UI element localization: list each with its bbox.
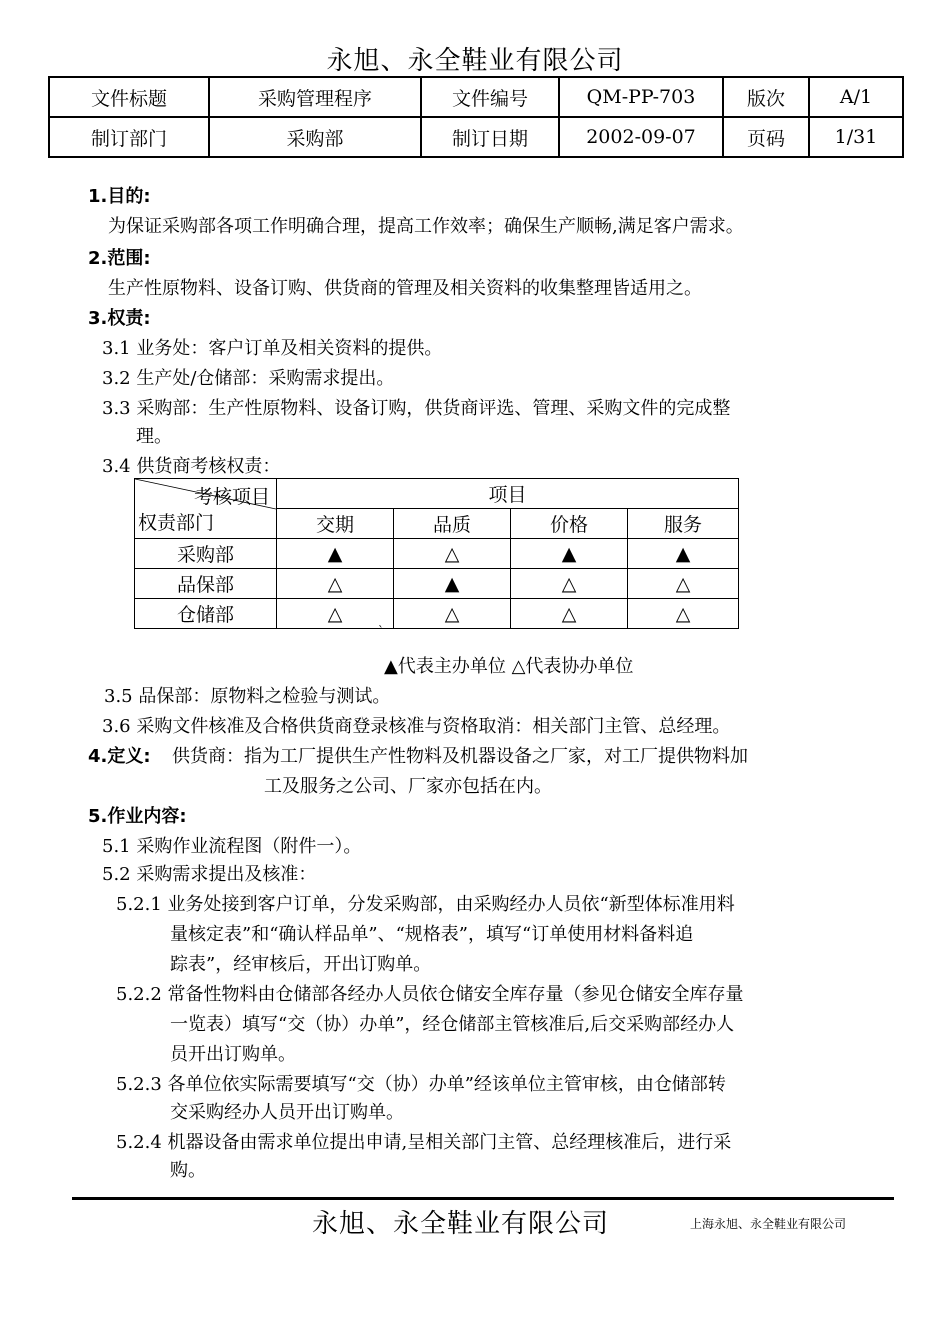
section-3-heading: 3.权责: bbox=[88, 308, 151, 329]
paragraph-line: 5.2.3 各单位依实际需要填写“交（协）办单”经该单位主管审核，由仓储部转 bbox=[116, 1074, 726, 1095]
matrix-mark: ▲ bbox=[277, 539, 394, 569]
section-3-item: 3.5 品保部：原物料之检验与测试。 bbox=[104, 686, 391, 707]
section-5-heading: 5.作业内容: bbox=[88, 806, 187, 827]
section-2-body: 生产性原物料、设备订购、供货商的管理及相关资料的收集整理皆适用之。 bbox=[108, 278, 702, 299]
paragraph-line: 交采购经办人员开出订购单。 bbox=[170, 1102, 404, 1123]
matrix-mark: △ bbox=[511, 599, 628, 629]
responsibility-matrix bbox=[134, 478, 739, 629]
section-3-item: 3.4 供货商考核权责： bbox=[102, 456, 281, 477]
header-row bbox=[49, 117, 903, 157]
matrix-column-header: 交期 bbox=[277, 509, 394, 539]
matrix-dept: 采购部 bbox=[135, 539, 277, 569]
footer-company: 永旭、永全鞋业有限公司 bbox=[312, 1209, 610, 1239]
matrix-mark: ▲ bbox=[394, 569, 511, 599]
matrix-header-row bbox=[135, 479, 739, 509]
paragraph-line: 一览表）填写“交（协）办单”，经仓储部主管核准后,后交采购部经办人 bbox=[170, 1014, 735, 1035]
footer-divider bbox=[72, 1197, 894, 1200]
paragraph-line: 5.2.4 机器设备由需求单位提出申请,呈相关部门主管、总经理核准后，进行采 bbox=[116, 1132, 732, 1153]
matrix-mark: △ bbox=[277, 569, 394, 599]
matrix-mark: △ bbox=[511, 569, 628, 599]
header-cell: 文件标题 bbox=[49, 77, 209, 117]
matrix-dept: 仓储部 bbox=[135, 599, 277, 629]
section-5-item: 5.2 采购需求提出及核准： bbox=[102, 864, 317, 885]
matrix-corner-bottom: 权责部门 bbox=[138, 512, 215, 534]
header-cell: 页码 bbox=[723, 117, 809, 157]
paragraph-line: 5.2.1 业务处接到客户订单，分发采购部，由采购经办人员依“新型体标准用料 bbox=[116, 894, 735, 915]
paragraph-line: 量核定表”和“确认样品单”、“规格表”，填写“订单使用材料备料追 bbox=[170, 924, 694, 945]
section-4-line: 工及服务之公司、厂家亦包括在内。 bbox=[264, 776, 552, 797]
matrix-column-header: 品质 bbox=[394, 509, 511, 539]
matrix-row bbox=[135, 539, 739, 569]
header-cell: 制订部门 bbox=[49, 117, 209, 157]
paragraph-line: 购。 bbox=[170, 1160, 206, 1181]
section-4-line: 供货商：指为工厂提供生产性物料及机器设备之厂家，对工厂提供物料加 bbox=[172, 746, 748, 767]
header-cell: 制订日期 bbox=[421, 117, 559, 157]
header-cell: 版次 bbox=[723, 77, 809, 117]
matrix-mark: △ bbox=[394, 539, 511, 569]
matrix-group-header: 项目 bbox=[277, 479, 739, 509]
header-cell: 1/31 bbox=[809, 117, 903, 157]
matrix-dept: 品保部 bbox=[135, 569, 277, 599]
section-4-heading: 4.定义: bbox=[88, 746, 151, 767]
paragraph-line: 员开出订购单。 bbox=[170, 1044, 296, 1065]
matrix-column-header: 价格 bbox=[511, 509, 628, 539]
document-title: 永旭、永全鞋业有限公司 bbox=[326, 46, 624, 76]
matrix-column-header: 服务 bbox=[628, 509, 739, 539]
paragraph-line: 5.2.2 常备性物料由仓储部各经办人员依仓储安全库存量（参见仓储安全库存量 bbox=[116, 984, 744, 1005]
header-cell: A/1 bbox=[809, 77, 903, 117]
section-3-item: 3.6 采购文件核准及合格供货商登录核准与资格取消：相关部门主管、总经理。 bbox=[102, 716, 731, 737]
matrix-mark: △ bbox=[628, 569, 739, 599]
section-1-heading: 1.目的: bbox=[88, 186, 151, 207]
header-cell: 文件编号 bbox=[421, 77, 559, 117]
matrix-mark: △ bbox=[628, 599, 739, 629]
matrix-mark: △ bbox=[394, 599, 511, 629]
matrix-mark: ▲ bbox=[628, 539, 739, 569]
matrix-mark: △ bbox=[277, 599, 394, 629]
section-1-body: 为保证采购部各项工作明确合理，提高工作效率；确保生产顺畅,满足客户需求。 bbox=[108, 216, 744, 237]
matrix-mark: ▲ bbox=[511, 539, 628, 569]
section-5-item: 5.1 采购作业流程图（附件一）。 bbox=[102, 836, 362, 857]
header-cell: QM-PP-703 bbox=[559, 77, 723, 117]
matrix-corner-top: 考核项目 bbox=[193, 486, 270, 508]
section-2-heading: 2.范围: bbox=[88, 248, 151, 269]
matrix-legend: ▲代表主办单位 △代表协办单位 bbox=[384, 656, 634, 677]
stray-mark: ` bbox=[378, 624, 384, 638]
header-cell: 采购部 bbox=[209, 117, 421, 157]
section-3-item: 3.3 采购部：生产性原物料、设备订购，供货商评选、管理、采购文件的完成整 bbox=[102, 398, 731, 419]
section-3-item: 3.2 生产处/仓储部：采购需求提出。 bbox=[102, 368, 395, 389]
header-cell: 2002-09-07 bbox=[559, 117, 723, 157]
matrix-row bbox=[135, 569, 739, 599]
matrix-corner-cell bbox=[135, 479, 277, 539]
header-table bbox=[48, 76, 904, 158]
section-3-item: 3.1 业务处：客户订单及相关资料的提供。 bbox=[102, 338, 443, 359]
footer-company-small: 上海永旭、永全鞋业有限公司 bbox=[690, 1217, 847, 1231]
paragraph-line: 踪表”，经审核后，开出订购单。 bbox=[170, 954, 432, 975]
header-cell: 采购管理程序 bbox=[209, 77, 421, 117]
matrix-row bbox=[135, 599, 739, 629]
section-3-item: 理。 bbox=[136, 426, 172, 447]
header-row bbox=[49, 77, 903, 117]
